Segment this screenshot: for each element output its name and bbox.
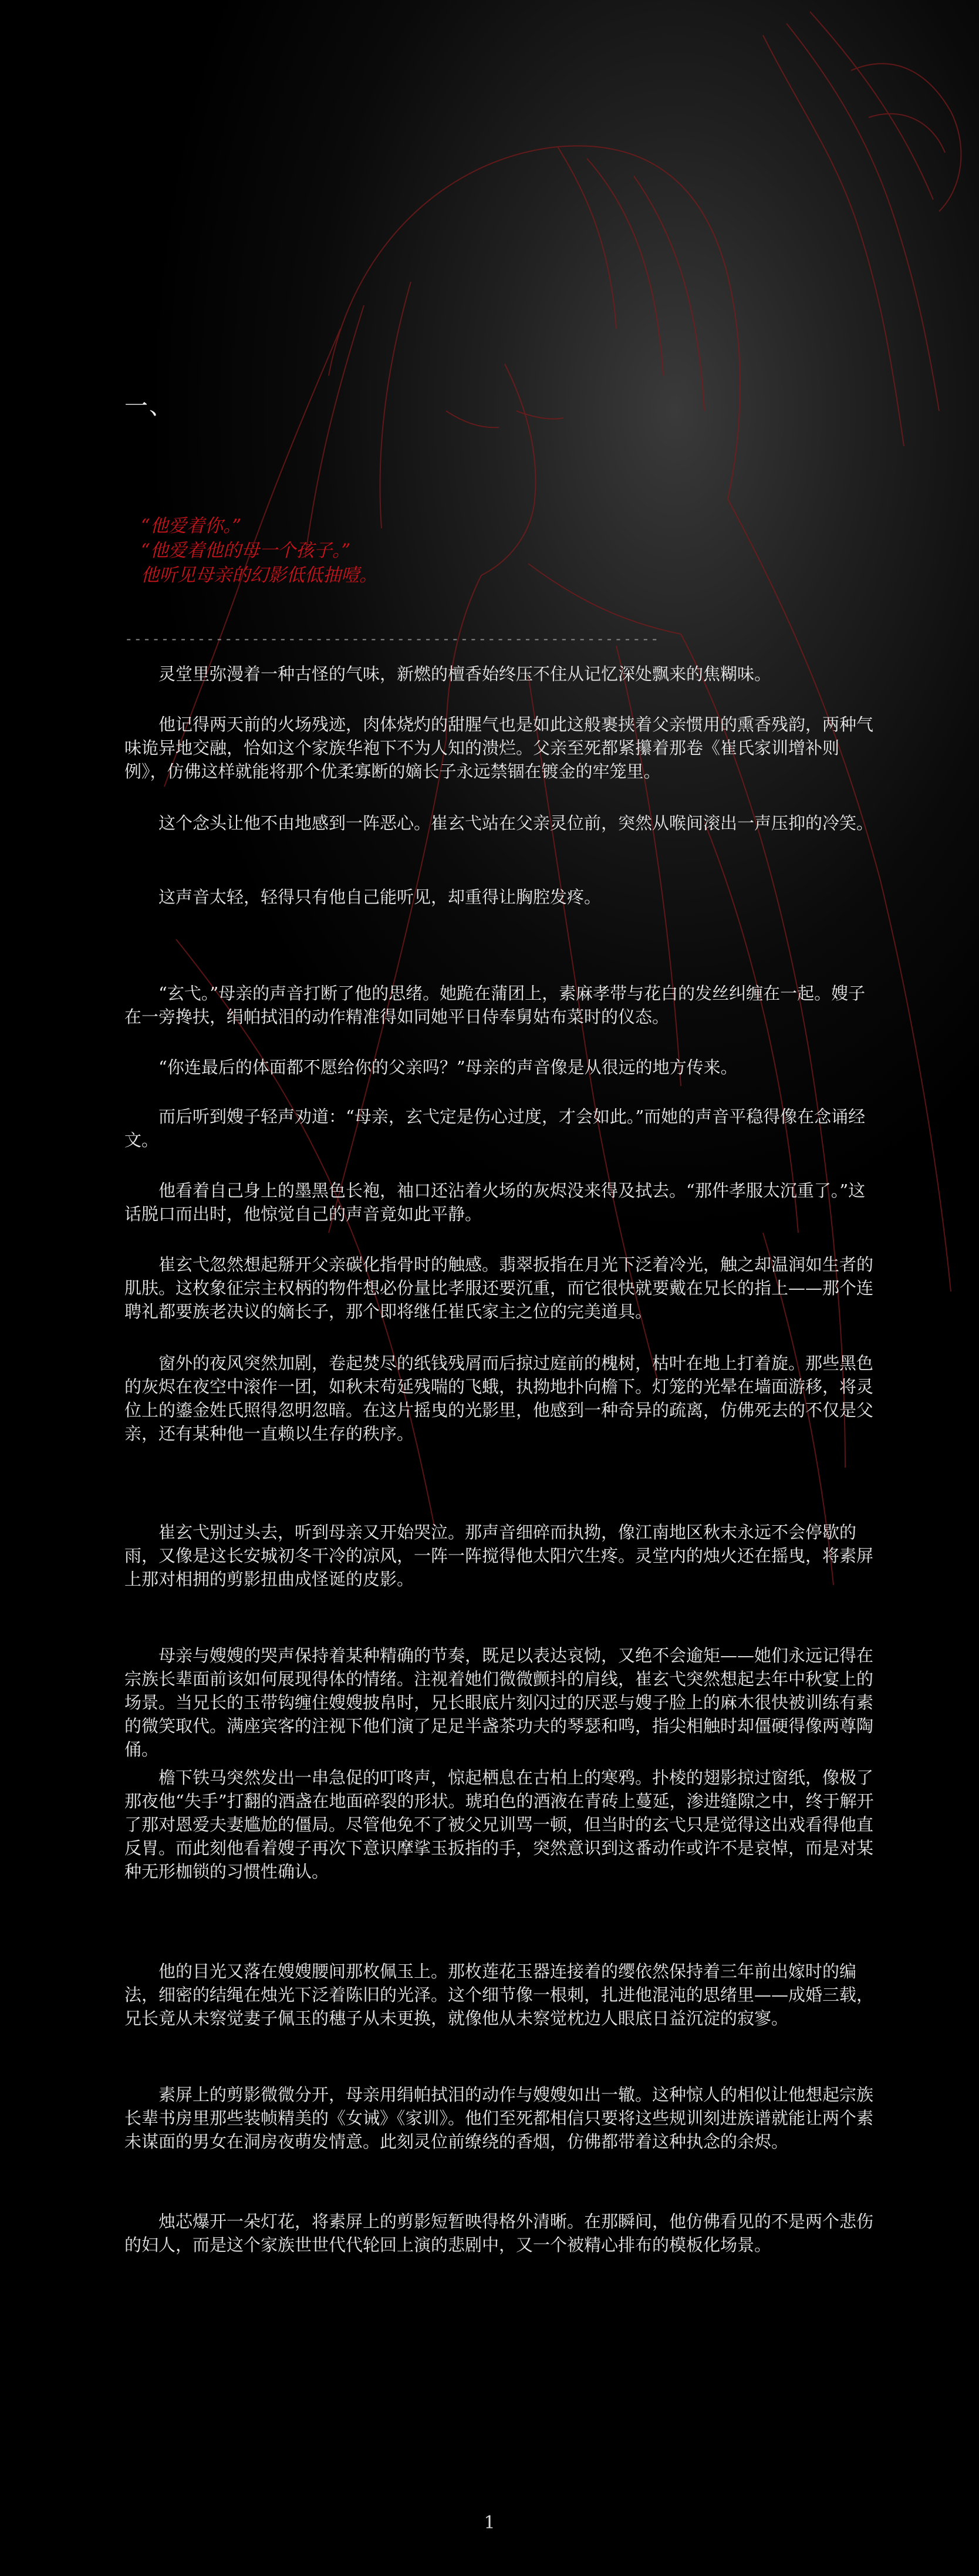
paragraph: 他看着自己身上的墨黑色长袍，袖口还沾着火场的灰烬没来得及拭去。“那件孝服太沉重了。”这话脱口而出时，他惊觉自己的声音竟如此平静。 bbox=[124, 1181, 866, 1224]
paragraph: 素屏上的剪影微微分开，母亲用绢帕拭泪的动作与嫂嫂如出一辙。这种惊人的相似让他想起宗族长辈书房里那些装帧精美的《女诫》《家训》。他们至死都相信只要将这些规训刻进族谱就能让两个素未谋面的男女在洞房夜萌发情意。此刻灵位前缭绕的香烟，仿佛都带着这种执念的余烬。 bbox=[124, 2085, 874, 2152]
paragraph: 他的目光又落在嫂嫂腰间那枚佩玉上。那枚莲花玉器连接着的缨依然保持着三年前出嫁时的编法，细密的结绳在烛光下泛着陈旧的光泽。这个细节像一根刺，扎进他混沌的思绪里——成婚三载，兄长竟从未察觉妻子佩玉的穗子从未更换，就像他从未察觉枕边人眼底日益沉淀的寂寥。 bbox=[124, 1961, 874, 2028]
paragraph: “玄弋。”母亲的声音打断了他的思绪。她跪在蒲团上，素麻孝带与花白的发丝纠缠在一起。嫂子在一旁搀扶，绢帕拭泪的动作精准得如同她平日侍奉舅姑布菜时的仪态。 bbox=[124, 983, 866, 1027]
epigraph-quote bbox=[141, 514, 669, 588]
quote-line: “他爱着你。” bbox=[141, 515, 242, 537]
paragraph: 崔玄弋别过头去，听到母亲又开始哭泣。那声音细碎而执拗，像江南地区秋末永远不会停歇的雨，又像是这长安城初冬干冷的凉风，一阵一阵搅得他太阳穴生疼。灵堂内的烛火还在摇曳，将素屏上那对相拥的剪影扭曲成怪诞的皮影。 bbox=[124, 1522, 874, 1589]
paragraph: 他记得两天前的火场残迹，肉体烧灼的甜腥气也是如此这般裹挟着父亲惯用的熏香残韵，两种气味诡异地交融，恰如这个家族华袍下不为人知的溃烂。父亲至死都紧攥着那卷《崔氏家训增补则例》，仿佛这样就能将那个优柔寡断的嫡长子永远禁锢在镀金的牢笼里。 bbox=[124, 714, 874, 781]
page-number: 1 bbox=[484, 2513, 495, 2533]
paragraph: 灵堂里弥漫着一种古怪的气味，新燃的檀香始终压不住从记忆深处飘来的焦糊味。 bbox=[158, 664, 772, 684]
paragraph: 檐下铁马突然发出一串急促的叮咚声，惊起栖息在古柏上的寒鸦。扑棱的翅影掠过窗纸，像极了那夜他“失手”打翻的酒盏在地面碎裂的形状。琥珀色的酒液在青砖上蔓延，渗进缝隙之中，终于解开了那对恩爱夫妻尴尬的僵局。尽管他免不了被父兄训骂一顿，但当时的玄弋只是觉得这出戏看得他直反胃。而此刻他看着嫂子再次下意识摩挲玉扳指的手，突然意识到这番动作或许不是哀悼，而是对某种无形枷锁的习惯性确认。 bbox=[124, 1768, 874, 1882]
paragraph: “你连最后的体面都不愿给你的父亲吗？”母亲的声音像是从很远的地方传来。 bbox=[158, 1057, 738, 1077]
quote-line: “他爱着他的母一个孩子。” bbox=[141, 540, 351, 561]
paragraph: 窗外的夜风突然加剧，卷起焚尽的纸钱残屑而后掠过庭前的槐树，枯叶在地上打着旋。那些黑色的灰烬在夜空中滚作一团，如秋末苟延残喘的飞蛾，执拗地扑向檐下。灯笼的光晕在墙面游移，将灵位上的鎏金姓氏照得忽明忽暗。在这片摇曳的光影里，他感到一种奇异的疏离，仿佛死去的不仅是父亲，还有某种他一直赖以生存的秩序。 bbox=[124, 1353, 874, 1444]
paragraph: 而后听到嫂子轻声劝道：“母亲，玄弋定是伤心过度，才会如此。”而她的声音平稳得像在念诵经文。 bbox=[124, 1107, 866, 1150]
paragraph: 崔玄弋忽然想起掰开父亲碳化指骨时的触感。翡翠扳指在月光下泛着冷光，触之却温润如生者的肌肤。这枚象征宗主权柄的物件想必份量比孝服还要沉重，而它很快就要戴在兄长的指上——那个连聘礼都要族老决议的嫡长子，那个即将继任崔氏家主之位的完美道具。 bbox=[124, 1255, 874, 1321]
section-heading: 一、 bbox=[124, 393, 174, 420]
quote-line: 他听见母亲的幻影低低抽噎。 bbox=[141, 565, 377, 586]
dashed-divider: ----------------------------------------------------------- bbox=[124, 630, 660, 647]
paragraph: 这声音太轻，轻得只有他自己能听见，却重得让胸腔发疼。 bbox=[158, 887, 602, 907]
paragraph: 这个念头让他不由地感到一阵恶心。崔玄弋站在父亲灵位前，突然从喉间滚出一声压抑的冷笑。 bbox=[158, 813, 874, 833]
paragraph: 母亲与嫂嫂的哭声保持着某种精确的节奏，既足以表达哀恸，又绝不会逾矩——她们永远记得在宗族长辈面前该如何展现得体的情绪。注视着她们微微颤抖的肩线，崔玄弋突然想起去年中秋宴上的场景。当兄长的玉带钩缠住嫂嫂披帛时，兄长眼底片刻闪过的厌恶与嫂子脸上的麻木很快被训练有素的微笑取代。满座宾客的注视下他们演了足足半盏茶功夫的琴瑟和鸣，指尖相触时却僵硬得像两尊陶俑。 bbox=[124, 1646, 874, 1759]
paragraph: 烛芯爆开一朵灯花，将素屏上的剪影短暂映得格外清晰。在那瞬间，他仿佛看见的不是两个悲伤的妇人，而是这个家族世世代代轮回上演的悲剧中，又一个被精心排布的模板化场景。 bbox=[124, 2211, 874, 2255]
